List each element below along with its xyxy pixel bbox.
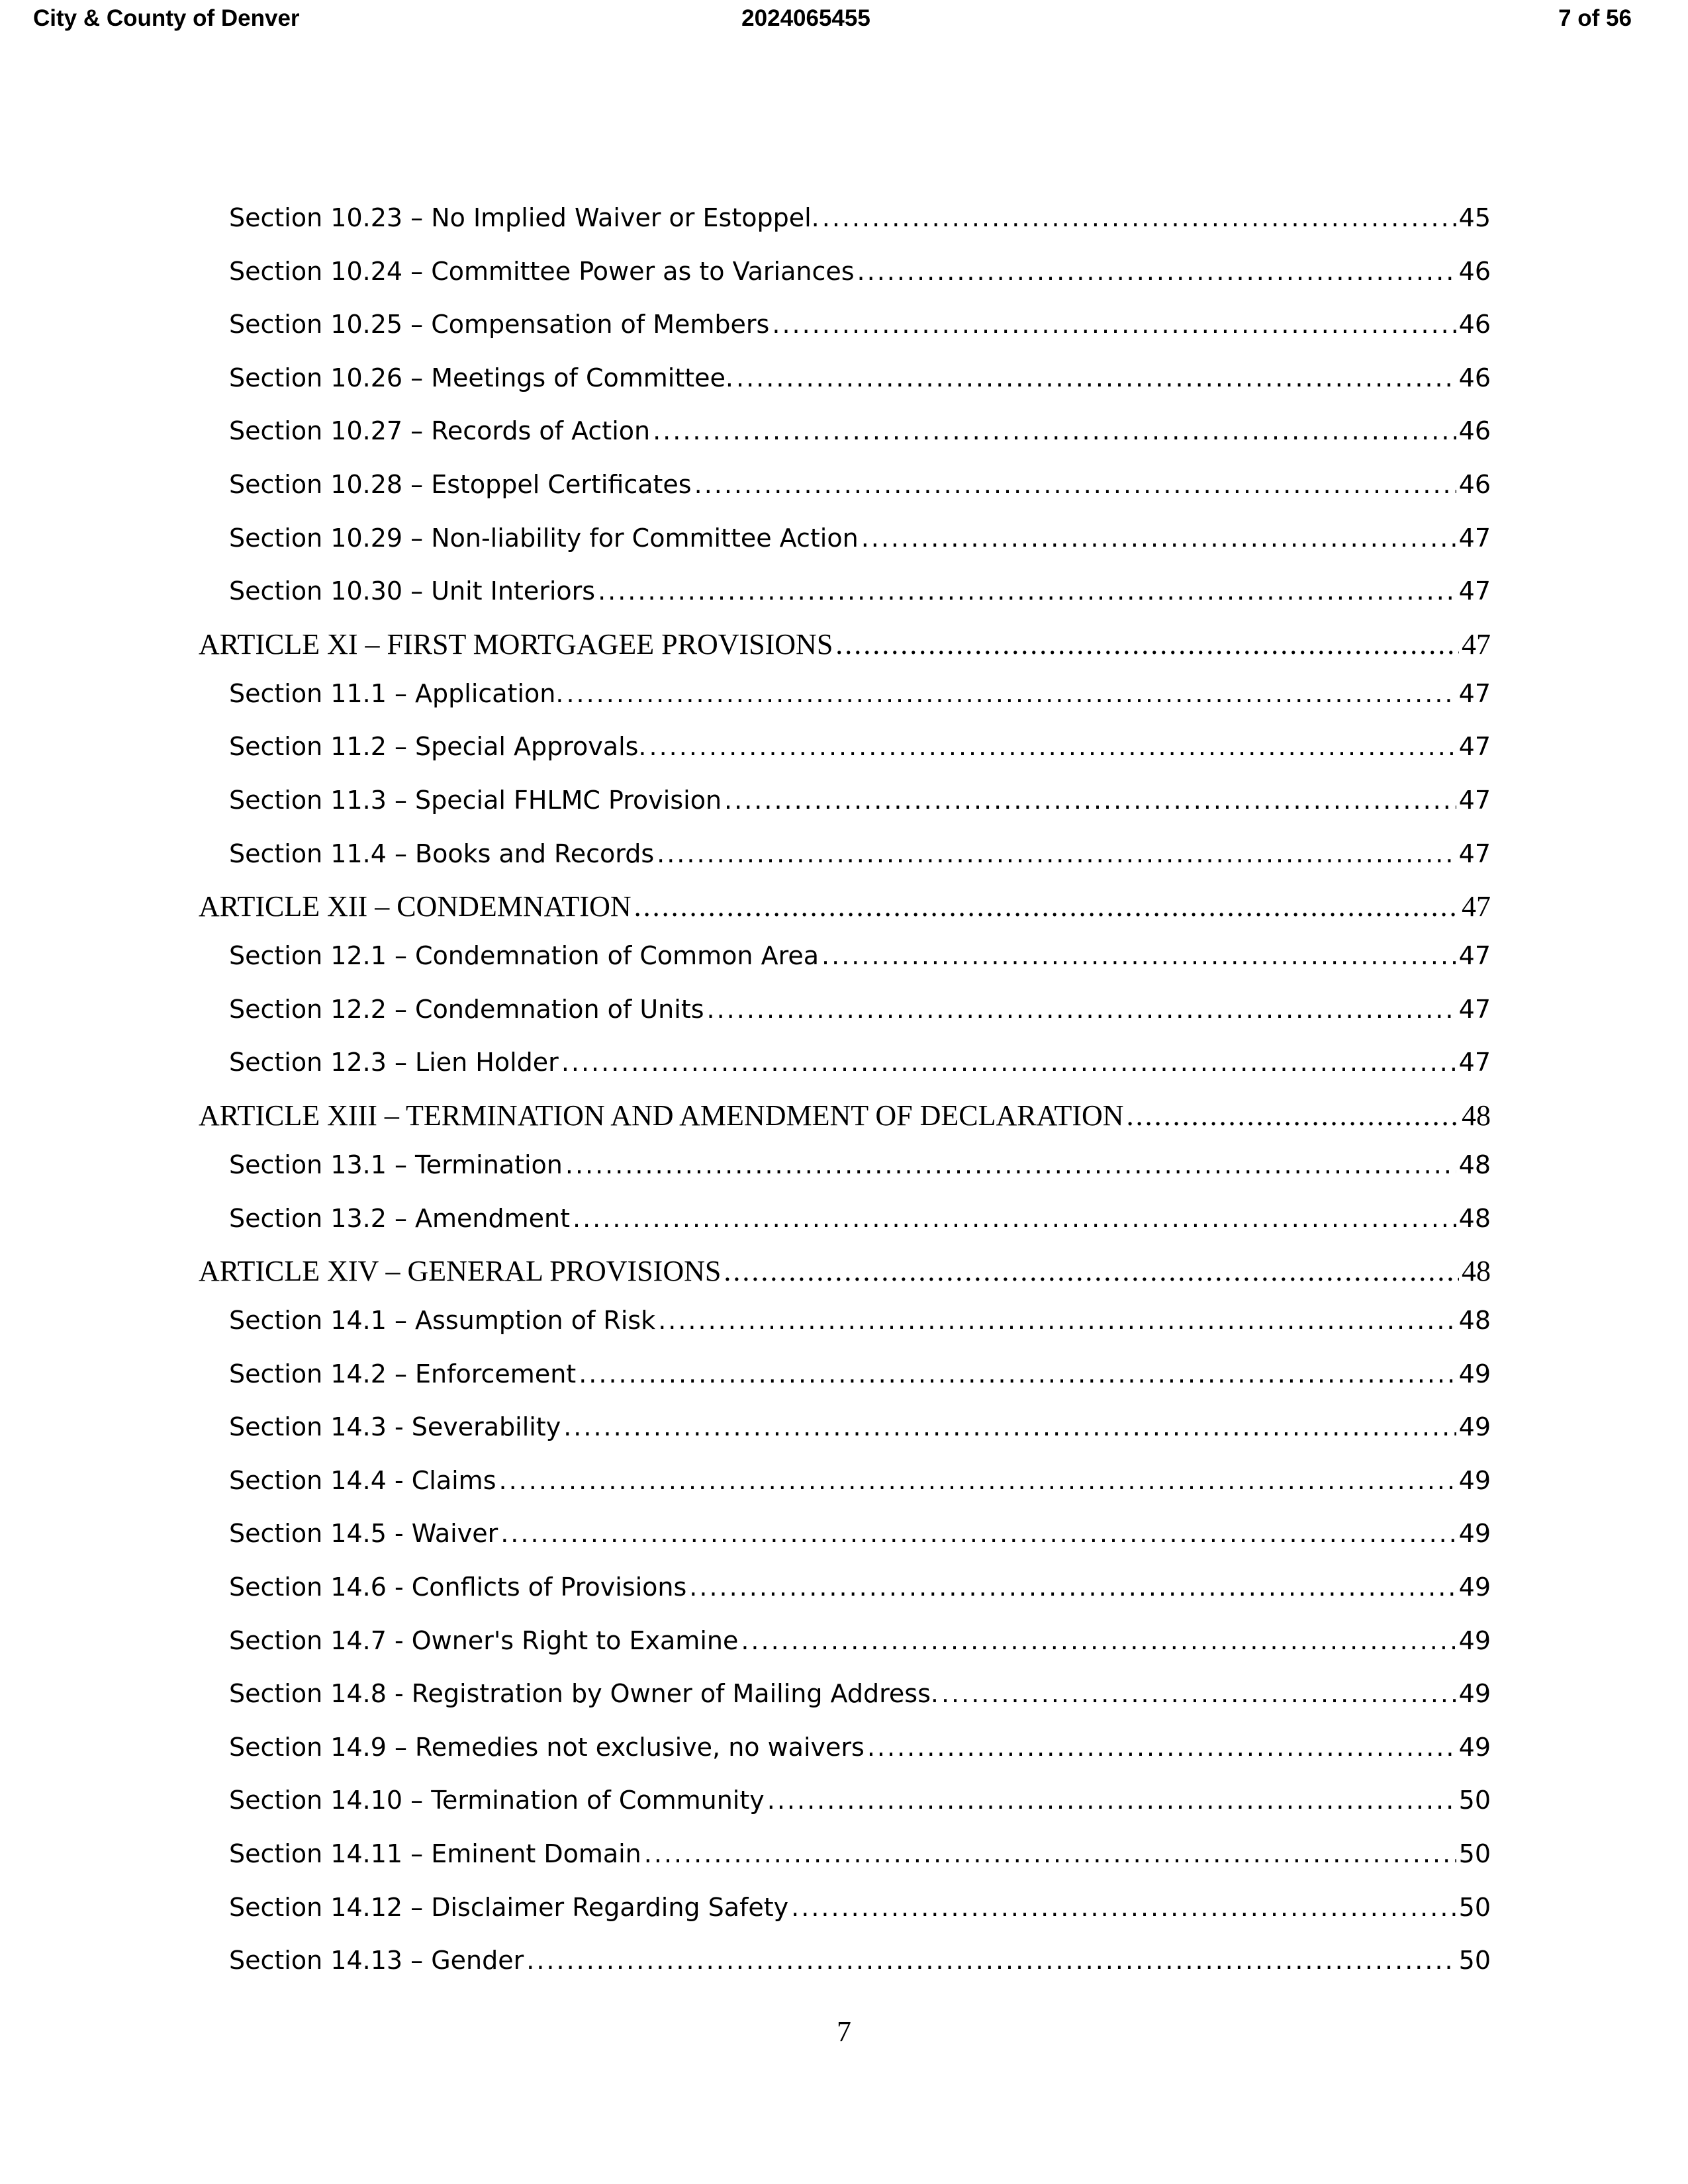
toc-entry-page: 50 (1458, 1892, 1491, 1922)
dot-leader (835, 624, 1459, 665)
toc-entry-page: 47 (1458, 576, 1491, 606)
toc-entry-page: 47 (1458, 1048, 1491, 1077)
toc-entry-page: 49 (1458, 1679, 1491, 1709)
dot-leader (565, 1144, 1456, 1185)
toc-entry-label: Section 12.2 – Condemnation of Units (229, 994, 704, 1024)
toc-section-entry[interactable] (199, 1620, 1491, 1674)
toc-entry-label: Section 14.7 - Owner's Right to Examine (229, 1625, 739, 1655)
dot-leader (857, 251, 1456, 292)
toc-entry-page: 46 (1458, 256, 1491, 286)
toc-entry-page: 49 (1458, 1412, 1491, 1442)
header-page-count: 7 of 56 (1558, 5, 1632, 31)
toc-section-entry[interactable] (199, 518, 1491, 571)
toc-section-entry[interactable] (199, 833, 1491, 887)
dot-leader (500, 1513, 1456, 1554)
toc-entry-label: Section 13.2 – Amendment (229, 1203, 571, 1233)
toc-article-entry[interactable] (199, 1095, 1491, 1144)
toc-section-entry[interactable] (199, 1780, 1491, 1833)
toc-entry-page: 47 (1458, 732, 1491, 762)
toc-article-entry[interactable] (199, 1251, 1491, 1300)
dot-leader (861, 518, 1456, 559)
table-of-contents (199, 197, 1491, 1993)
toc-entry-page: 47 (1462, 890, 1491, 923)
toc-entry-page: 50 (1458, 1946, 1491, 1976)
page-header (33, 5, 1632, 34)
toc-entry-label: ARTICLE XIV – GENERAL PROVISIONS (199, 1255, 722, 1288)
toc-entry-label: ARTICLE XI – FIRST MORTGAGEE PROVISIONS (199, 627, 833, 660)
toc-section-entry[interactable] (199, 1144, 1491, 1198)
toc-entry-label: Section 12.1 – Condemnation of Common Area (229, 941, 820, 971)
toc-article-entry[interactable] (199, 624, 1491, 673)
toc-entry-label: Section 14.9 – Remedies not exclusive, no waivers (229, 1732, 865, 1762)
toc-entry-label: Section 14.11 – Eminent Domain (229, 1839, 641, 1869)
dot-leader (767, 1780, 1456, 1821)
dot-leader (657, 833, 1456, 874)
toc-section-entry[interactable] (199, 1727, 1491, 1780)
toc-entry-page: 46 (1458, 363, 1491, 392)
toc-section-entry[interactable] (199, 197, 1491, 251)
toc-section-entry[interactable] (199, 1833, 1491, 1887)
toc-entry-label: Section 10.26 – Meetings of Committee. (229, 363, 734, 392)
dot-leader (579, 1353, 1456, 1394)
toc-entry-page: 47 (1458, 678, 1491, 708)
toc-section-entry[interactable] (199, 1198, 1491, 1251)
toc-section-entry[interactable] (199, 726, 1491, 780)
dot-leader (634, 886, 1459, 927)
dot-leader (741, 1620, 1456, 1661)
dot-leader (689, 1567, 1456, 1608)
toc-section-entry[interactable] (199, 780, 1491, 833)
toc-entry-label: Section 14.8 - Registration by Owner of Mailing Address. (229, 1679, 939, 1709)
toc-section-entry[interactable] (199, 1513, 1491, 1567)
toc-entry-label: Section 10.24 – Committee Power as to Variances (229, 256, 855, 286)
dot-leader (573, 1198, 1456, 1239)
toc-section-entry[interactable] (199, 1567, 1491, 1620)
toc-entry-label: Section 11.1 – Application. (229, 678, 564, 708)
toc-entry-page: 47 (1458, 941, 1491, 971)
dot-leader (736, 357, 1456, 398)
toc-entry-label: ARTICLE XII – CONDEMNATION (199, 890, 632, 923)
toc-entry-page: 49 (1458, 1465, 1491, 1495)
toc-article-entry[interactable] (199, 886, 1491, 935)
toc-section-entry[interactable] (199, 1940, 1491, 1993)
toc-section-entry[interactable] (199, 1042, 1491, 1095)
toc-entry-page: 50 (1458, 1786, 1491, 1815)
toc-section-entry[interactable] (199, 935, 1491, 989)
header-reception-number: 2024065455 (741, 5, 870, 31)
toc-section-entry[interactable] (199, 357, 1491, 411)
toc-section-entry[interactable] (199, 410, 1491, 464)
dot-leader (649, 726, 1456, 767)
dot-leader (598, 570, 1456, 612)
toc-entry-label: Section 14.4 - Claims (229, 1465, 496, 1495)
toc-entry-page: 49 (1458, 1519, 1491, 1549)
toc-section-entry[interactable] (199, 673, 1491, 727)
toc-entry-label: Section 10.30 – Unit Interiors (229, 576, 596, 606)
dot-leader (724, 780, 1456, 821)
toc-entry-page: 49 (1458, 1572, 1491, 1602)
toc-entry-page: 48 (1458, 1306, 1491, 1336)
dot-leader (653, 410, 1456, 451)
toc-entry-page: 49 (1458, 1625, 1491, 1655)
toc-entry-page: 48 (1462, 1255, 1491, 1288)
dot-leader (658, 1300, 1456, 1341)
toc-entry-page: 47 (1458, 839, 1491, 868)
toc-section-entry[interactable] (199, 1460, 1491, 1514)
toc-section-entry[interactable] (199, 251, 1491, 304)
toc-section-entry[interactable] (199, 304, 1491, 357)
toc-entry-label: Section 11.2 – Special Approvals. (229, 732, 647, 762)
dot-leader (724, 1251, 1459, 1292)
dot-leader (822, 197, 1456, 238)
dot-leader (526, 1940, 1456, 1981)
toc-entry-page: 46 (1458, 469, 1491, 499)
toc-entry-page: 49 (1458, 1359, 1491, 1388)
dot-leader (563, 1406, 1456, 1447)
toc-entry-label: Section 14.12 – Disclaimer Regarding Safety (229, 1892, 789, 1922)
toc-entry-label: Section 14.3 - Severability (229, 1412, 561, 1442)
toc-entry-page: 47 (1458, 994, 1491, 1024)
toc-entry-label: Section 11.3 – Special FHLMC Provision (229, 785, 722, 815)
toc-entry-page: 50 (1458, 1839, 1491, 1869)
toc-entry-label: Section 12.3 – Lien Holder (229, 1048, 559, 1077)
toc-section-entry[interactable] (199, 464, 1491, 518)
toc-entry-page: 47 (1462, 627, 1491, 660)
toc-entry-label: Section 10.23 – No Implied Waiver or Estoppel. (229, 203, 820, 232)
toc-entry-label: Section 14.5 - Waiver (229, 1519, 498, 1549)
dot-leader (707, 989, 1456, 1030)
dot-leader (499, 1460, 1456, 1501)
toc-entry-page: 47 (1458, 785, 1491, 815)
toc-entry-label: Section 14.1 – Assumption of Risk (229, 1306, 656, 1336)
toc-entry-label: Section 10.28 – Estoppel Certificates (229, 469, 692, 499)
toc-entry-page: 46 (1458, 310, 1491, 340)
toc-entry-page: 48 (1462, 1099, 1491, 1132)
toc-entry-label: Section 14.2 – Enforcement (229, 1359, 577, 1388)
toc-entry-page: 45 (1458, 203, 1491, 232)
dot-leader (791, 1887, 1456, 1928)
toc-entry-page: 48 (1458, 1203, 1491, 1233)
toc-section-entry[interactable] (199, 989, 1491, 1042)
dot-leader (867, 1727, 1456, 1768)
dot-leader (694, 464, 1456, 505)
toc-section-entry[interactable] (199, 1353, 1491, 1407)
toc-section-entry[interactable] (199, 1300, 1491, 1353)
toc-entry-page: 46 (1458, 416, 1491, 446)
dot-leader (1127, 1095, 1459, 1136)
toc-section-entry[interactable] (199, 1406, 1491, 1460)
dot-leader (941, 1673, 1456, 1714)
toc-section-entry[interactable] (199, 1887, 1491, 1940)
toc-entry-page: 48 (1458, 1150, 1491, 1179)
toc-entry-label: Section 10.27 – Records of Action (229, 416, 651, 446)
header-jurisdiction: City & County of Denver (33, 5, 300, 31)
toc-entry-label: Section 11.4 – Books and Records (229, 839, 655, 868)
toc-entry-page: 47 (1458, 523, 1491, 553)
toc-entry-label: Section 14.10 – Termination of Community (229, 1786, 765, 1815)
toc-entry-label: Section 10.29 – Non-liability for Committee Action (229, 523, 859, 553)
toc-entry-label: ARTICLE XIII – TERMINATION AND AMENDMENT OF DECLARATION (199, 1099, 1124, 1132)
dot-leader (772, 304, 1456, 345)
toc-section-entry[interactable] (199, 570, 1491, 624)
toc-entry-label: Section 14.13 – Gender (229, 1946, 524, 1976)
dot-leader (821, 935, 1456, 976)
toc-entry-page: 49 (1458, 1732, 1491, 1762)
toc-entry-label: Section 13.1 – Termination (229, 1150, 563, 1179)
page-number: 7 (837, 2015, 851, 2048)
toc-entry-label: Section 14.6 - Conflicts of Provisions (229, 1572, 687, 1602)
dot-leader (644, 1833, 1456, 1874)
toc-entry-label: Section 10.25 – Compensation of Members (229, 310, 770, 340)
dot-leader (561, 1042, 1456, 1083)
dot-leader (566, 673, 1456, 714)
toc-section-entry[interactable] (199, 1673, 1491, 1727)
